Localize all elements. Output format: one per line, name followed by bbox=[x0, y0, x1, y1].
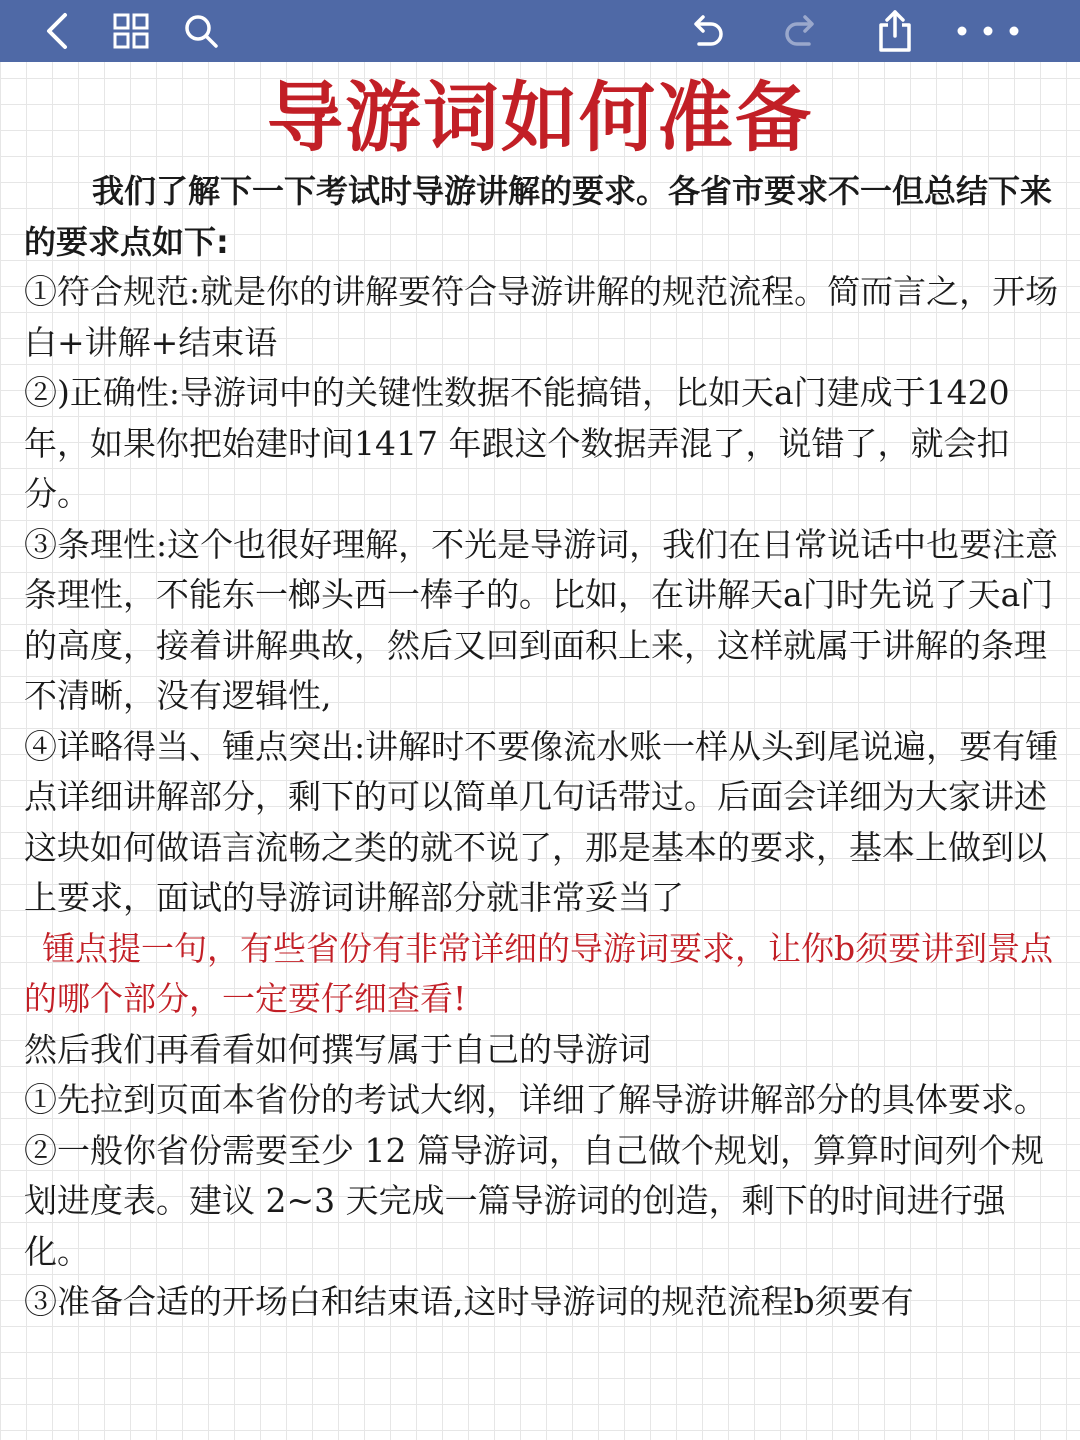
back-icon bbox=[43, 11, 73, 51]
point-4-paragraph: ④详略得当、锺点突出:讲解时不要像流水账一样从头到尾说遍，要有锺点详细讲解部分，剩下的可以简单几句话带过。后面会详细为大家讲述这块如何做语言流畅之类的就不说了，那是基本的要求，基本上做到以上要求，面试的导游词讲解部分就非常妥当了 bbox=[24, 726, 1059, 917]
point-1-paragraph: ①符合规范:就是你的讲解要符合导游讲解的规范流程。简而言之，开场白+讲解+结束语 bbox=[24, 272, 1059, 362]
grid-button[interactable] bbox=[108, 0, 154, 62]
search-button[interactable] bbox=[178, 0, 224, 62]
undo-button[interactable] bbox=[684, 0, 730, 62]
intro-paragraph: 我们了解下一下考试时导游讲解的要求。各省市要求不一但总结下来的要求点如下: bbox=[24, 172, 1053, 261]
undo-icon bbox=[687, 12, 727, 50]
back-button[interactable] bbox=[36, 0, 80, 62]
grid-icon bbox=[113, 13, 149, 49]
more-button[interactable] bbox=[948, 0, 1028, 62]
top-toolbar bbox=[0, 0, 1080, 62]
step-2-paragraph: ②一般你省份需要至少 12 篇导游词，自己做个规划，算算时间列个规划进度表。建议 2~3 天完成一篇导游词的创造，剩下的时间进行强化。 bbox=[24, 1130, 1044, 1271]
search-icon bbox=[183, 13, 219, 49]
highlight-note: 锺点提一句，有些省份有非常详细的导游词要求，让你b须要讲到景点的哪个部分，一定要仔细查看! bbox=[24, 928, 1054, 1018]
step-3-paragraph: ③准备合适的开场白和结束语,这时导游词的规范流程b须要有 bbox=[24, 1282, 914, 1321]
redo-icon bbox=[781, 12, 821, 50]
redo-button[interactable] bbox=[778, 0, 824, 62]
point-2-paragraph: ②)正确性:导游词中的关键性数据不能搞错，比如天a门建成于1420 年，如果你把始建时间1417 年跟这个数据弄混了，说错了，就会扣分。 bbox=[24, 373, 1010, 513]
share-icon bbox=[876, 9, 914, 53]
note-body bbox=[24, 166, 1060, 1328]
page-title: 导游词如何准备 bbox=[267, 73, 813, 162]
point-3-paragraph: ③条理性:这个也很好理解，不光是导游词，我们在日常说话中也要注意条理性，不能东一榔头西一棒子的。比如，在讲解天a门时先说了天a门的高度，接着讲解典故，然后又回到面积上来，这样就属于讲解的条理不清晰，没有逻辑性, bbox=[24, 524, 1059, 715]
share-button[interactable] bbox=[872, 0, 918, 62]
section-heading-line: 然后我们再看看如何撰写属于自己的导游词 bbox=[24, 1029, 651, 1069]
step-1-paragraph: ①先拉到页面本省份的考试大纲，详细了解导游讲解部分的具体要求。 bbox=[24, 1080, 1047, 1119]
more-icon bbox=[952, 24, 1024, 38]
